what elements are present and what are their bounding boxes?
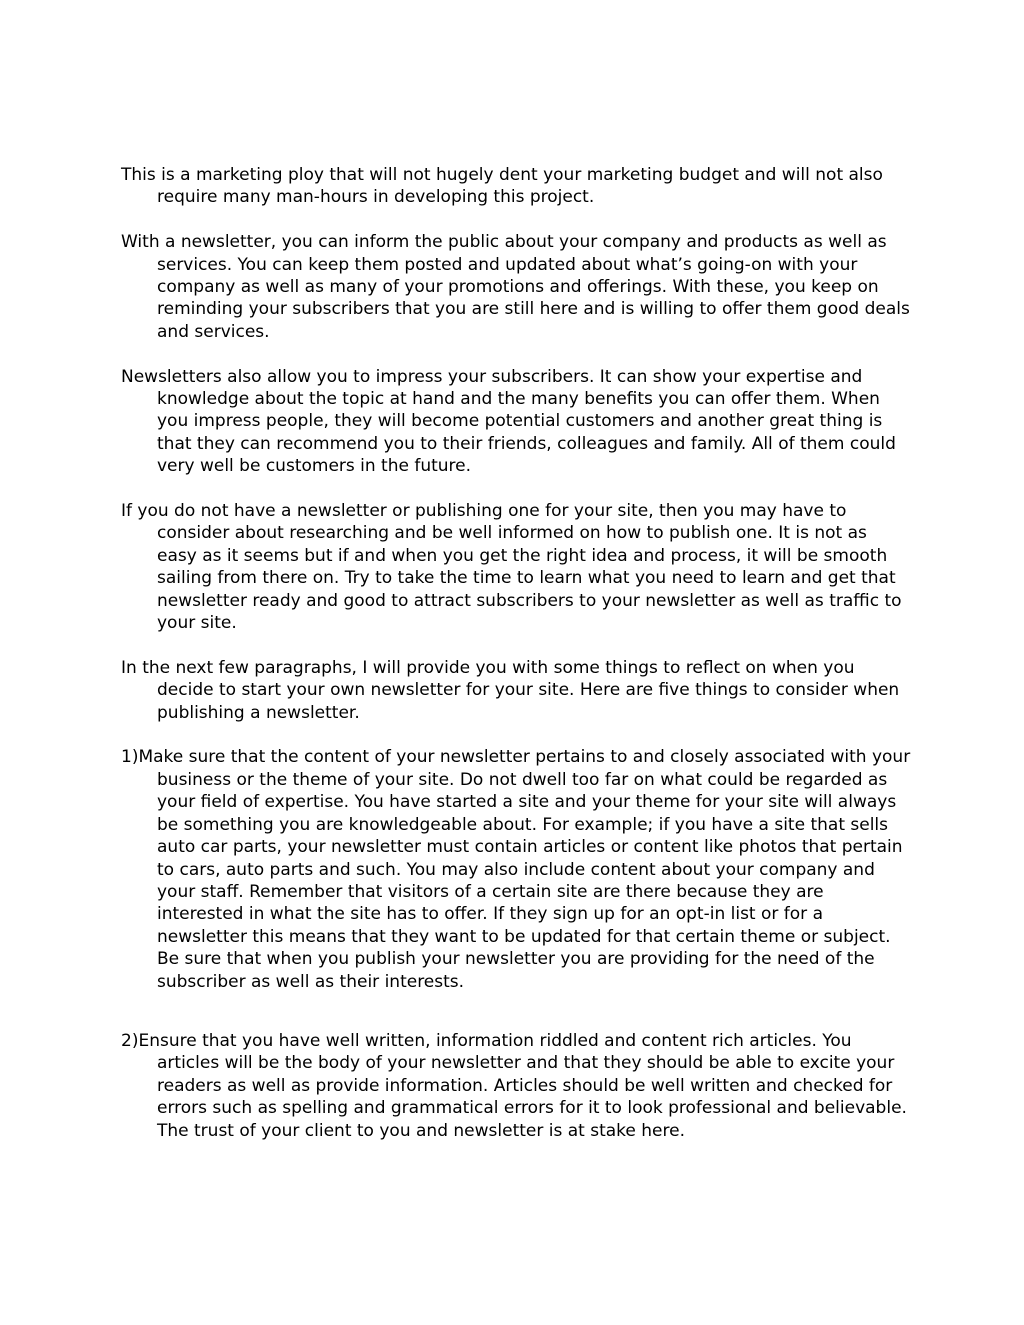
paragraph-newsletter-inform: With a newsletter, you can inform the public about your company and products as well as services. You can keep them posted and updated about what’s going-on with your company as well as many of your promotions and offerings. With these, you keep on reminding your subscribers that you are still here and is willing to offer them good deals and services. (121, 232, 910, 342)
paragraph-gap (121, 343, 911, 365)
paragraph-item-1: 1)Make sure that the content of your newsletter pertains to and closely associated with your business or the theme of your site. Do not dwell too far on what could be regarded as your field of expertise. You have started a site and your theme for your site will always be something you are knowledgeable about. For example; if you have a site that sells auto car parts, your newsletter must contain articles or content like photos that pertain to cars, auto parts and such. You may also include content about your company and your staff. Remember that visitors of a certain site are there because they are interested in what the site has to offer. If they sign up for an opt-in list or for a newsletter this means that they want to be updated for that certain theme or subject. Be sure that when you publish your newsletter you are providing for the need of the subscriber as well as their interests. (121, 747, 911, 992)
paragraph-gap (121, 634, 911, 656)
paragraph-item-2: 2)Ensure that you have well written, information riddled and content rich articles. You articles will be the body of your newsletter and that they should be able to excite your readers as well as provide information. Articles should be well written and checked for errors such as spelling and grammatical errors for it to look professional and believable. The trust of your client to you and newsletter is at stake here. (121, 1030, 907, 1141)
paragraph-gap (121, 724, 911, 746)
paragraph-next-few: In the next few paragraphs, I will provide you with some things to reflect on when you decide to start your own newsletter for your site. Here are five things to consider when publishing a newsletter. (121, 657, 900, 723)
paragraph-no-newsletter: If you do not have a newsletter or publishing one for your site, then you may have to consider about researching and be well informed on how to publish one. It is not as easy as it seems but if and when you get the right idea and process, it will be smooth sailing from there on. Try to take the time to learn what you need to learn and get that newsletter ready and good to attract subscribers to your newsletter as well as traffic to your site. (121, 501, 902, 634)
paragraph-intro: This is a marketing ploy that will not hugely dent your marketing budget and will not also require many man-hours in developing this project. (121, 165, 883, 208)
paragraph-gap (121, 993, 911, 1030)
document-body (121, 164, 911, 1142)
paragraph-gap (121, 478, 911, 500)
paragraph-gap (121, 209, 911, 231)
paragraph-impress-subscribers: Newsletters also allow you to impress your subscribers. It can show your expertise and knowledge about the topic at hand and the many benefits you can offer them. When you impress people, they will become potential customers and another great thing is that they can recommend you to their friends, colleagues and family. All of them could very well be customers in the future. (121, 366, 896, 477)
